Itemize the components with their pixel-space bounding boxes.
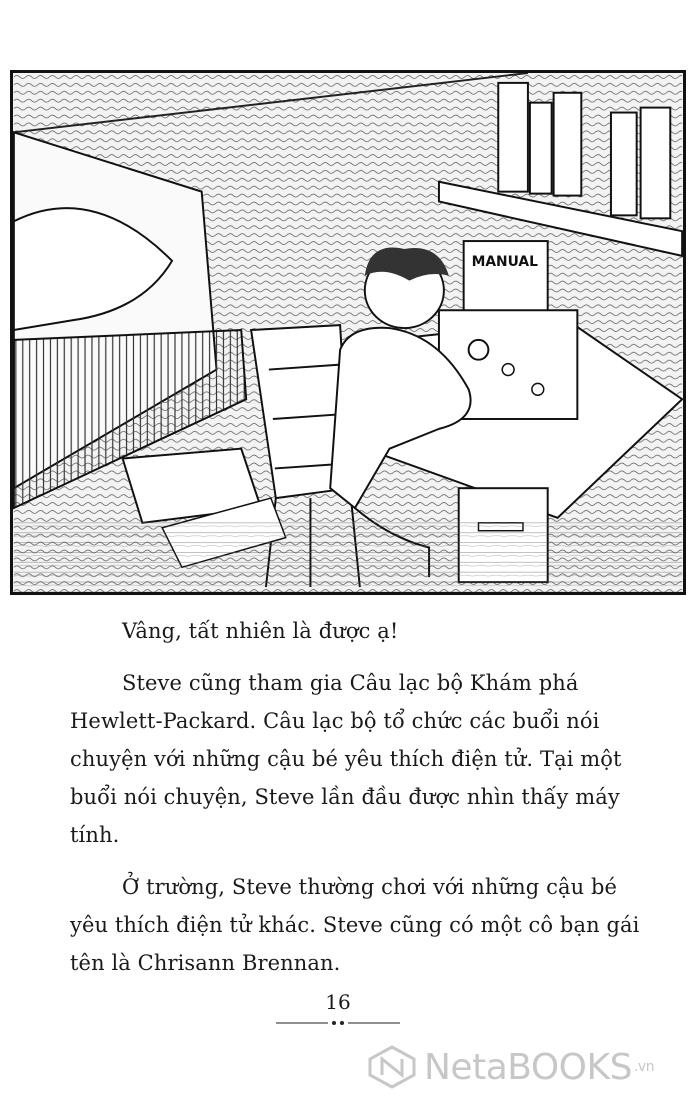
svg-text:MANUAL: MANUAL xyxy=(471,253,538,270)
watermark-brand: NetaBOOKS xyxy=(424,1046,632,1088)
paragraph-3: Ở trường, Steve thường chơi với những cậu bé yêu thích điện tử khác. Steve cũng có một cô bạn gái tên là Chrisann Brennan. xyxy=(70,875,640,975)
paragraph-1: Vâng, tất nhiên là được ạ! xyxy=(122,619,399,643)
page-number: 16 xyxy=(325,990,351,1014)
room-drawing xyxy=(13,73,683,592)
watermark-suffix: .vn xyxy=(633,1059,655,1075)
paragraph-2: Steve cũng tham gia Câu lạc bộ Khám phá Hewlett-Packard. Câu lạc bộ tổ chức các buổi nói chuyện với những cậu bé yêu thích điện tử. Tại một buổi nói chuyện, Steve lần đầu được nhìn thấy máy tính. xyxy=(70,671,622,847)
netabooks-logo-icon xyxy=(368,1045,416,1089)
page-number-ornament xyxy=(276,1018,400,1028)
watermark xyxy=(368,1045,654,1089)
story-text xyxy=(70,612,650,996)
illustration xyxy=(10,70,686,595)
